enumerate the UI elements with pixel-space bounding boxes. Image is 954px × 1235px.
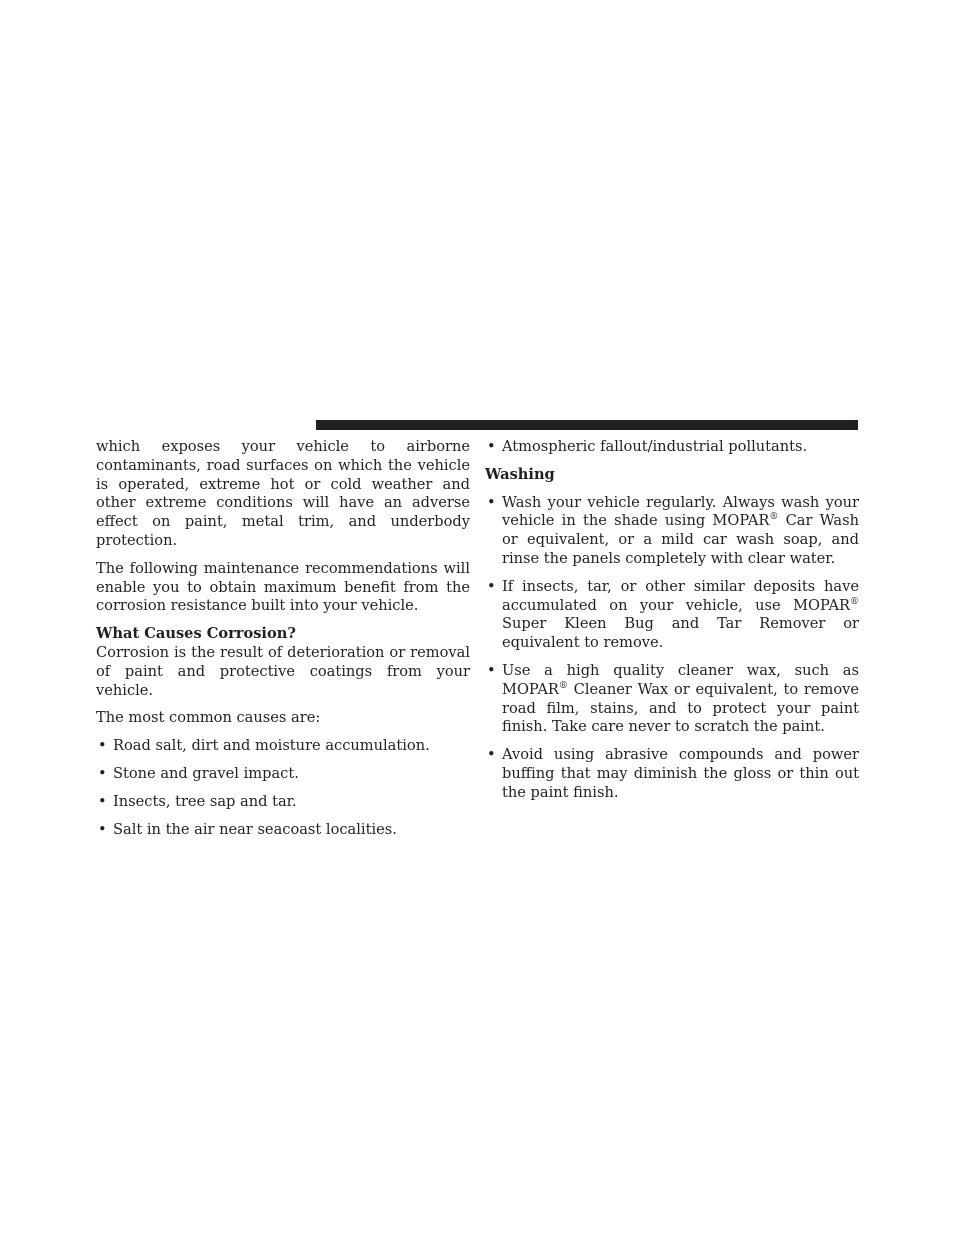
list-item: • If insects, tar, or other similar deposits have accumulated on your vehicle, use MOPAR® Super Kleen Bug and Tar Remover or equivalent to remove. <box>487 577 859 652</box>
bullet-icon: • <box>98 820 107 838</box>
bullet-icon: • <box>487 438 496 455</box>
bullet-icon: • <box>487 661 496 679</box>
heading-what-causes-corrosion: What Causes Corrosion? <box>96 625 296 643</box>
causes-list <box>96 737 470 839</box>
list-item: • Insects, tree sap and tar. <box>98 792 297 810</box>
bullet-icon: • <box>487 746 496 764</box>
bullet-icon: • <box>98 737 107 755</box>
registered-mark: ® <box>850 596 859 607</box>
paragraph-contaminants: which exposes your vehicle to airborne contaminants, road surfaces on which the vehicle is operated, extreme hot or cold weather and other extreme conditions will have an adverse effect on paint, metal trim, and underbody protection. <box>96 438 470 549</box>
bullet-icon: • <box>98 764 107 782</box>
bullet-icon: • <box>98 792 107 810</box>
list-item: • Road salt, dirt and moisture accumulation. <box>98 737 430 755</box>
paragraph-common-causes: The most common causes are: <box>96 709 321 727</box>
paragraph-recommendations: The following maintenance recommendations will enable you to obtain maximum benefit from the corrosion resistance built into your vehicle. <box>96 559 470 615</box>
bullet-icon: • <box>487 493 496 511</box>
list-item: • Stone and gravel impact. <box>98 764 299 782</box>
registered-mark: ® <box>769 512 779 523</box>
washing-list <box>485 494 859 803</box>
right-column <box>485 438 859 812</box>
header-rule <box>316 420 858 430</box>
paragraph-corrosion-definition: Corrosion is the result of deterioration or removal of paint and protective coatings from your vehicle. <box>96 643 470 699</box>
left-column <box>96 438 470 848</box>
heading-washing: Washing <box>485 465 555 483</box>
list-item: • Use a high quality cleaner wax, such as MOPAR® Cleaner Wax or equivalent, to remove road film, stains, and to protect your paint finish. Take care never to scratch the paint. <box>487 661 859 736</box>
bullet-icon: • <box>487 577 496 595</box>
list-item: • Atmospheric fallout/industrial pollutants. <box>487 438 808 455</box>
causes-list-continued <box>485 438 859 457</box>
list-item: • Avoid using abrasive compounds and power buffing that may diminish the gloss or thin out the paint finish. <box>487 746 859 801</box>
list-item: • Salt in the air near seacoast localities. <box>98 820 397 838</box>
registered-mark: ® <box>558 680 568 691</box>
list-item: • Wash your vehicle regularly. Always wash your vehicle in the shade using MOPAR® Car Wash or equivalent, or a mild car wash soap, and rinse the panels completely with clear water. <box>487 493 859 567</box>
